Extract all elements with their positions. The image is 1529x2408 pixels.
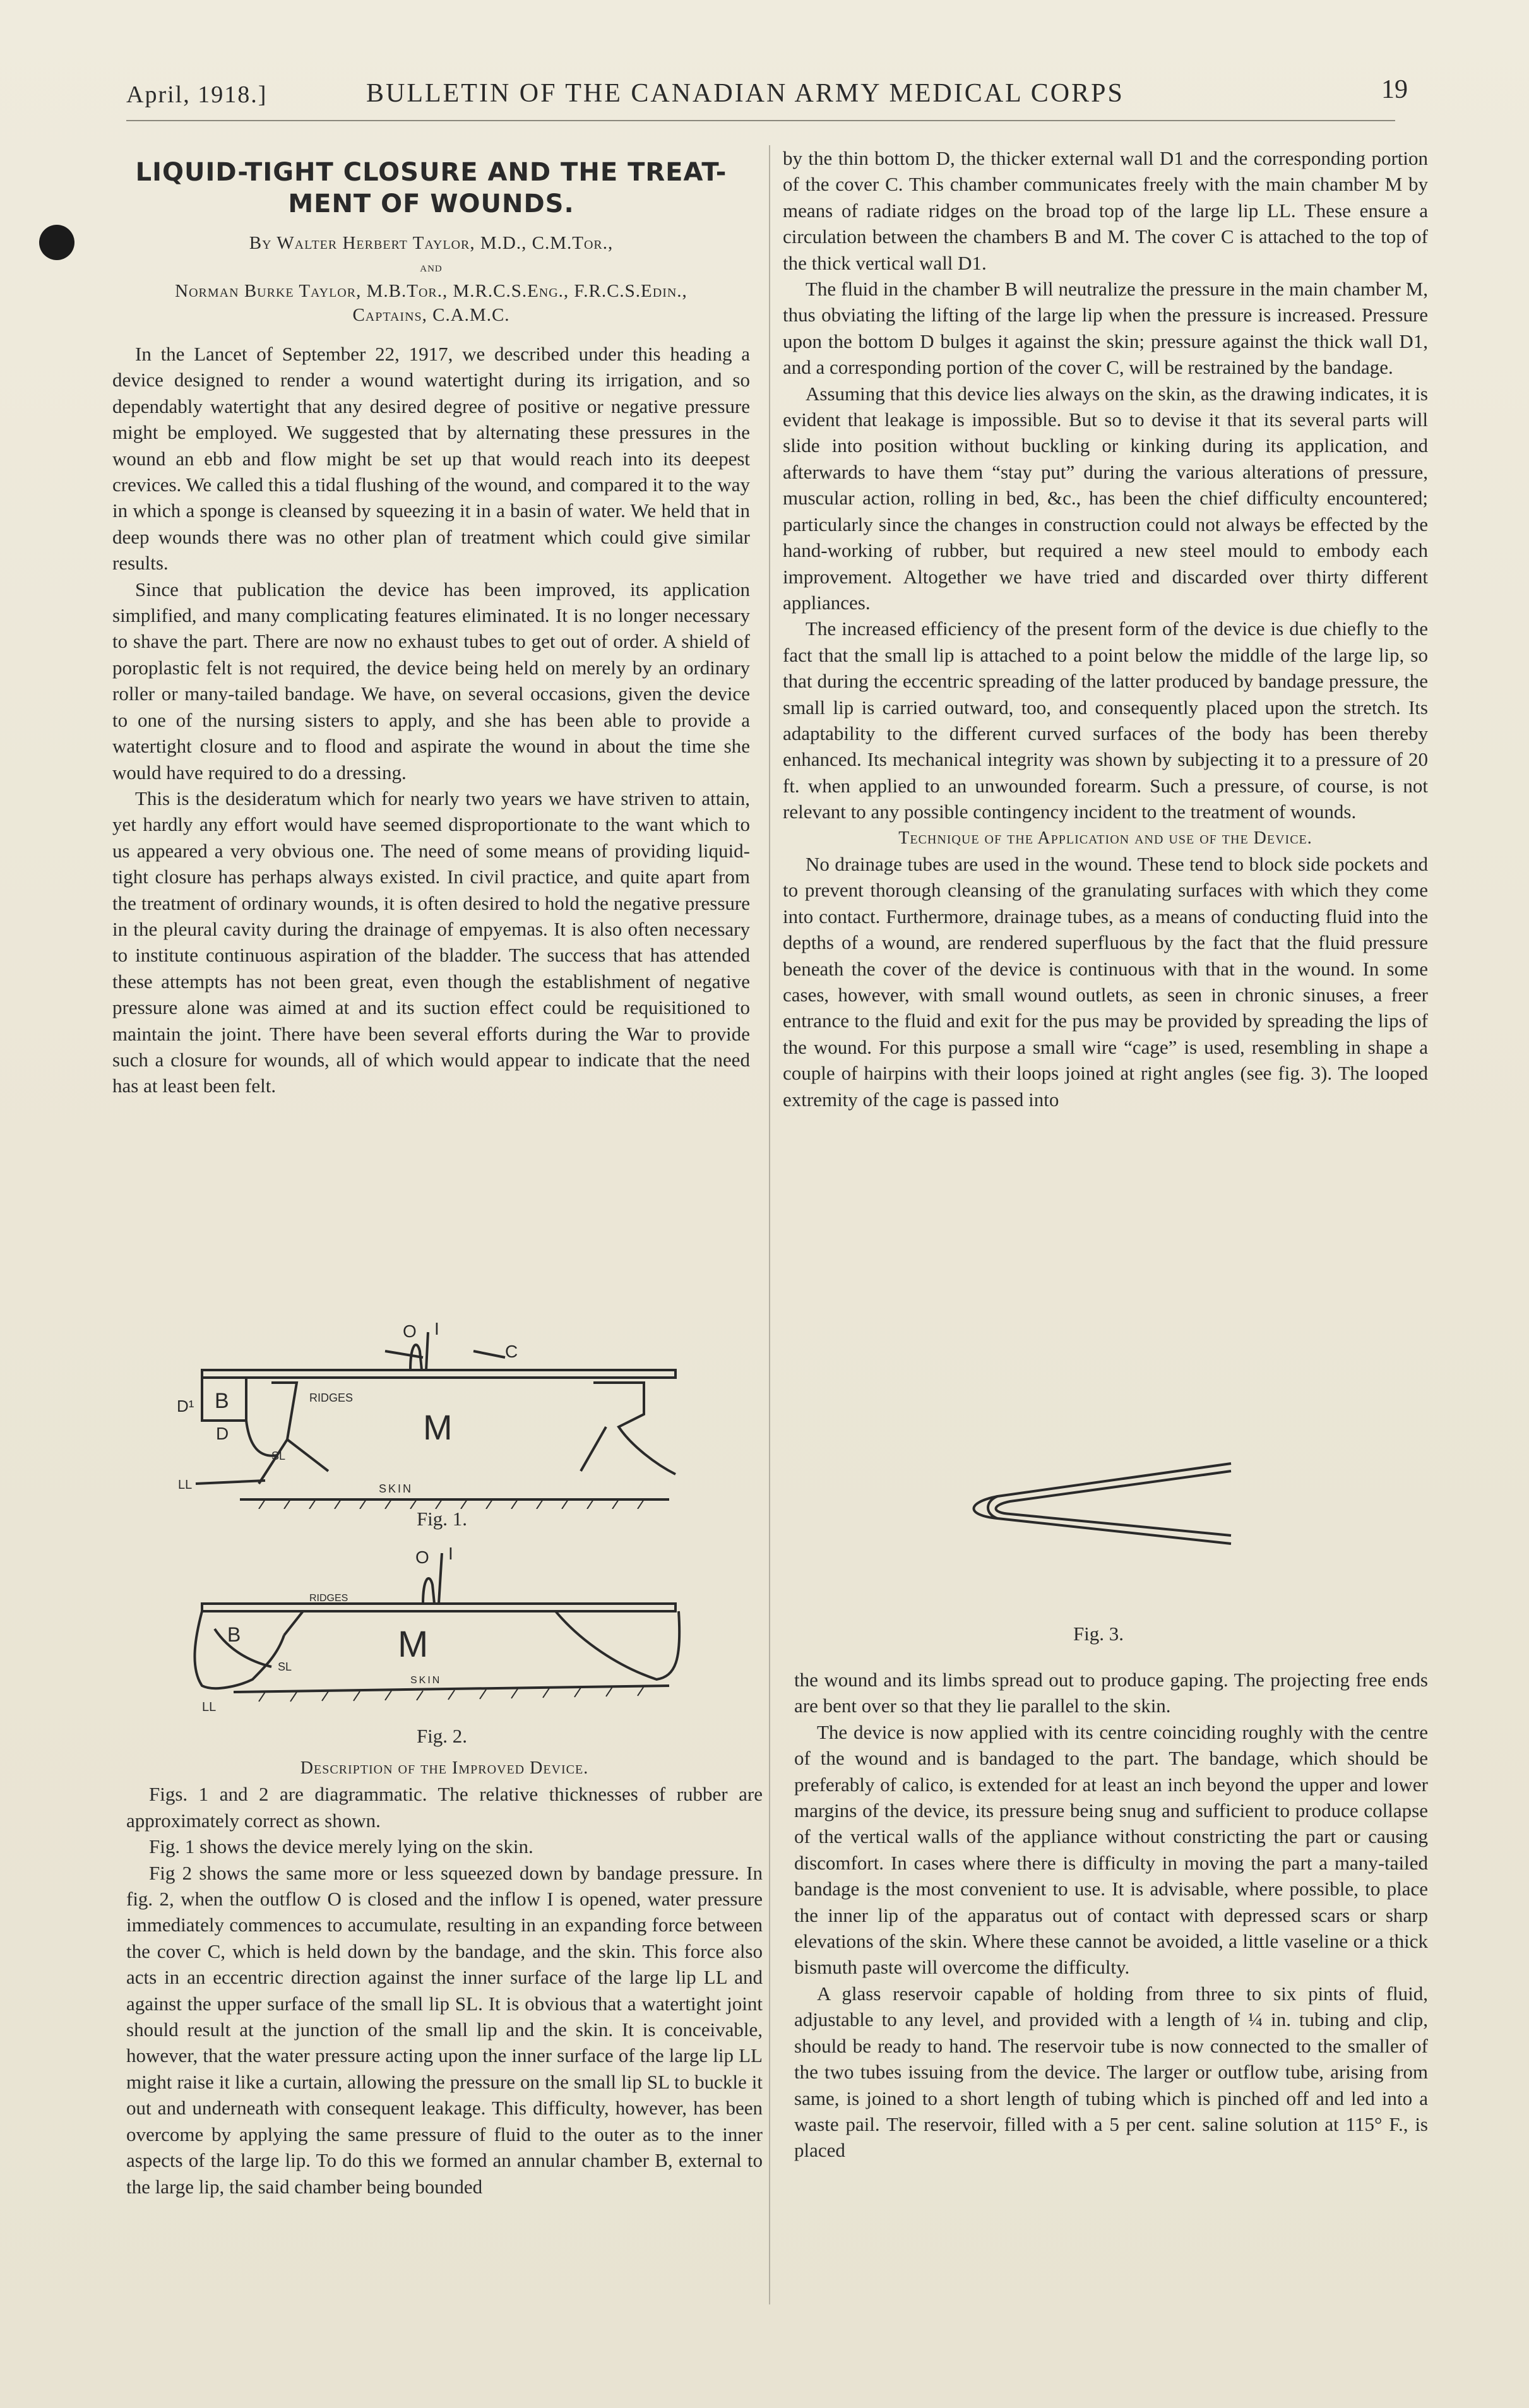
- page-number: 19: [1381, 75, 1408, 104]
- left-paragraph-3: This is the desideratum which for nearly two years we have striven to attain, yet hardly any effort would have seemed disproportionate to the want which to us appeared a very obvious one. The need of some means of providing liquid-tight closure has perhaps always existed. In civil practice, and quite apart from the treatment of ordinary wounds, it is often desired to hold the negative pressure in the pleural cavity during the drainage of empyemas. It is also often necessary to institute continuous aspiration of the bladder. The success that has attended these attempts has not been great, even though the establishment of negative pressure alone was aimed at and its suction effect could be requisitioned to maintain the joint. There have been several efforts during the War to provide such a closure for wounds, all of which would appear to indicate that the need has at least been felt.: [112, 787, 750, 1097]
- right-paragraph-5: No drainage tubes are used in the wound. These tend to block side pockets and to prevent thorough cleansing of the granulating surfaces with which they come into contact. Furthermore, drainage tubes, as a means of conducting fluid into the depths of a wound, are rendered superfluous by the fact that the fluid pressure beneath the cover of the device is continuous with that in the wound. In some cases, however, with small wound outlets, as seen in chronic sinuses, a freer entrance to the fluid and exit for the pus may be provided by spreading the lips of the wound. For this purpose a small wire “cage” is used, resembling in shape a couple of hairpins with their loops joined at right angles (see fig. 3). The looped extremity of the cage is passed into: [783, 852, 1428, 1111]
- right-paragraph-6: the wound and its limbs spread out to produce gaping. The projecting free ends are bent over so that they lie parallel to the skin.: [794, 1669, 1428, 1717]
- fig1-label-c: C: [505, 1342, 518, 1361]
- fig2-label-ll: LL: [202, 1700, 217, 1714]
- fig1-label-d1: D¹: [177, 1397, 194, 1416]
- right-paragraph-3: Assuming that this device lies always on the skin, as the drawing indicates, it is evident that leakage is impossible. But so to devise it that its several parts will slide into position without buckling or kinking during its application, and afterwards to have them “stay put” during the various alterations of pressure, muscular action, rolling in bed, &c., has been the chief difficulty encountered; particularly since the changes in construction could not always be effected by the hand-working of rubber, but required a new steel mould to embody each improvement. Altogether we have tried and discarded over thirty different appliances.: [783, 382, 1428, 614]
- right-column-bottom: [794, 1667, 1428, 2164]
- right-section-heading: Technique of the Application and use of the Device.: [898, 828, 1312, 848]
- figure-3-caption: Fig. 3.: [1073, 1623, 1124, 1645]
- byline-and: and: [420, 259, 443, 275]
- fig1-label-b: B: [215, 1389, 229, 1413]
- right-paragraph-4: The increased efficiency of the present form of the device is due chiefly to the fact that the small lip is attached to a point below the middle of the large lip, so that during the eccentric spreading of the latter produced by bandage pressure, the small lip is carried outward, too, and consequently placed upon the stretch. Its adaptability to the different curved surfaces of the body has been thereby enhanced. Its mechanical integrity was shown by subjecting it to a pressure of 20 ft. when applied to an unwounded forearm. Such a pressure, of course, is not relevant to any possible contingency incident to the treatment of wounds.: [783, 617, 1428, 823]
- byline-ranks: Captains, C.A.M.C.: [352, 305, 510, 325]
- column-divider: [769, 145, 770, 2304]
- issue-date: April, 1918.]: [126, 81, 268, 108]
- journal-title: BULLETIN OF THE CANADIAN ARMY MEDICAL CORPS: [366, 79, 1124, 108]
- fig1-label-m: M: [423, 1407, 453, 1447]
- fig2-label-b: B: [227, 1623, 241, 1646]
- right-paragraph-2: The fluid in the chamber B will neutralize the pressure in the main chamber M, thus obviating the lifting of the large lip when the pressure is increased. Pressure upon the bottom D bulges it against the skin; pressure against the thick wall D1, and a corresponding portion of the cover C, will be restrained by the bandage.: [783, 278, 1428, 379]
- figure-2-caption: Fig. 2.: [416, 1725, 468, 1747]
- header-rule: [126, 120, 1395, 121]
- fig2-label-skin: SKIN: [410, 1675, 442, 1686]
- fig2-label-ridges: RIDGES: [309, 1593, 348, 1604]
- figure-3-wire-cage: [960, 1452, 1250, 1559]
- figure-2-diagram: [177, 1541, 694, 1717]
- left-column-bottom: [126, 1755, 763, 2200]
- figure-1-caption: Fig. 1.: [416, 1508, 468, 1530]
- fig2-label-i: I: [448, 1544, 453, 1563]
- fig2-label-m: M: [398, 1624, 429, 1665]
- fig1-label-ll: LL: [178, 1478, 193, 1492]
- left-column-top: [112, 157, 750, 1099]
- title-line-1: LIQUID-TIGHT CLOSURE AND THE TREAT-: [135, 158, 727, 187]
- fig1-label-o: O: [403, 1321, 417, 1341]
- right-column-top: [783, 145, 1428, 1112]
- byline-author-1: By Walter Herbert Taylor, M.D., C.M.Tor.,: [249, 233, 614, 253]
- fig1-label-ridges: RIDGES: [309, 1392, 354, 1404]
- fig2-label-sl: SL: [278, 1660, 292, 1673]
- left-paragraph-6: Fig 2 shows the same more or less squeezed down by bandage pressure. In fig. 2, when the outflow O is closed and the inflow I is opened, water pressure immediately commences to accumulate, resulting in an expanding force between the cover C, which is held down by the bandage, and the skin. This force also acts in an eccentric direction against the inner surface of the large lip LL and against the upper surface of the small lip SL. It is obvious that a watertight joint should result at the junction of the small lip and the skin. It is conceivable, however, that the water pressure acting upon the inner surface of the large lip LL might raise it like a curtain, allowing the pressure on the small lip SL to buckle it out and underneath with consequent leakage. This difficulty, however, has been overcome by applying the same pressure of fluid to the outer as to the inner aspects of the large lip. To do this we formed an annular chamber B, external to the large lip, the said chamber being bounded: [126, 1861, 763, 2198]
- figure-1-diagram: [177, 1320, 694, 1509]
- right-paragraph-1: by the thin bottom D, the thicker external wall D1 and the corresponding portion of the cover C. This chamber communicates freely with the main chamber M by means of radiate ridges on the broad top of the large lip LL. These ensure a circulation between the chambers B and M. The cover C is attached to the top of the thick vertical wall D1.: [783, 147, 1428, 274]
- fig2-label-o: O: [415, 1547, 429, 1567]
- left-paragraph-5: Fig. 1 shows the device merely lying on the skin.: [149, 1835, 533, 1858]
- right-paragraph-8: A glass reservoir capable of holding from three to six pints of fluid, adjustable to any level, and provided with a length of ¼ in. tubing and clip, should be ready to hand. The reservoir tube is now connected to the smaller of the two tubes issuing from the device. The larger or outflow tube, arising from same, is joined to a short length of tubing which is pinched off and led into a waste pail. The reservoir, filled with a 5 per cent. saline solution at 115° F., is placed: [794, 1982, 1428, 2162]
- left-paragraph-4: Figs. 1 and 2 are diagrammatic. The relative thicknesses of rubber are approximately correct as shown.: [126, 1783, 763, 1832]
- fig1-label-skin: SKIN: [379, 1482, 413, 1495]
- fig1-label-d: D: [216, 1424, 229, 1443]
- left-section-heading: Description of the Improved Device.: [300, 1758, 589, 1778]
- left-paragraph-2: Since that publication the device has been improved, its application simplified, and many complicating features eliminated. It is no longer necessary to shave the part. There are now no exhaust tubes to get out of order. A shield of poroplastic felt is not required, the device being held on merely by an ordinary roller or many-tailed bandage. We have, on several occasions, given the device to one of the nursing sisters to apply, and she has been able to provide a watertight closure and to flood and aspirate the wound in about the time she would have required to do a dressing.: [112, 578, 750, 784]
- right-paragraph-7: The device is now applied with its centre coinciding roughly with the centre of the wound and is bandaged to the part. The bandage, which should be preferably of calico, is extended for at least an inch beyond the upper and lower margins of the device, its pressure being snug and sufficient to produce collapse of the vertical walls of the appliance without constricting the part or causing discomfort. In cases where there is difficulty in moving the part a many-tailed bandage is the most convenient to use. It is advisable, where possible, to place the inner lip of the apparatus out of contact with depressed scars or sharp elevations of the skin. Where these cannot be avoided, a little vaseline or a thick bismuth paste will overcome the difficulty.: [794, 1720, 1428, 1979]
- byline-author-2: Norman Burke Taylor, M.B.Tor., M.R.C.S.Eng., F.R.C.S.Edin.,: [175, 281, 687, 301]
- fig1-label-i: I: [434, 1320, 439, 1338]
- left-paragraph-1: In the Lancet of September 22, 1917, we described under this heading a device designed to render a wound watertight during its irrigation, and so dependably watertight that any desired degree of positive or negative pressure might be employed. We suggested that by alternating these pressures in the wound an ebb and flow might be set up that would reach into its deepest crevices. We called this a tidal flushing of the wound, and compared it to the way in which a sponge is cleansed by squeezing it in a basin of water. We held that in deep wounds there was no other plan of treatment which could give similar results.: [112, 343, 750, 575]
- running-head: [126, 75, 1408, 119]
- fig1-label-sl: SL: [271, 1450, 286, 1462]
- punch-hole: [39, 225, 74, 260]
- title-line-2: MENT OF WOUNDS.: [288, 189, 574, 218]
- article-title: [112, 157, 750, 220]
